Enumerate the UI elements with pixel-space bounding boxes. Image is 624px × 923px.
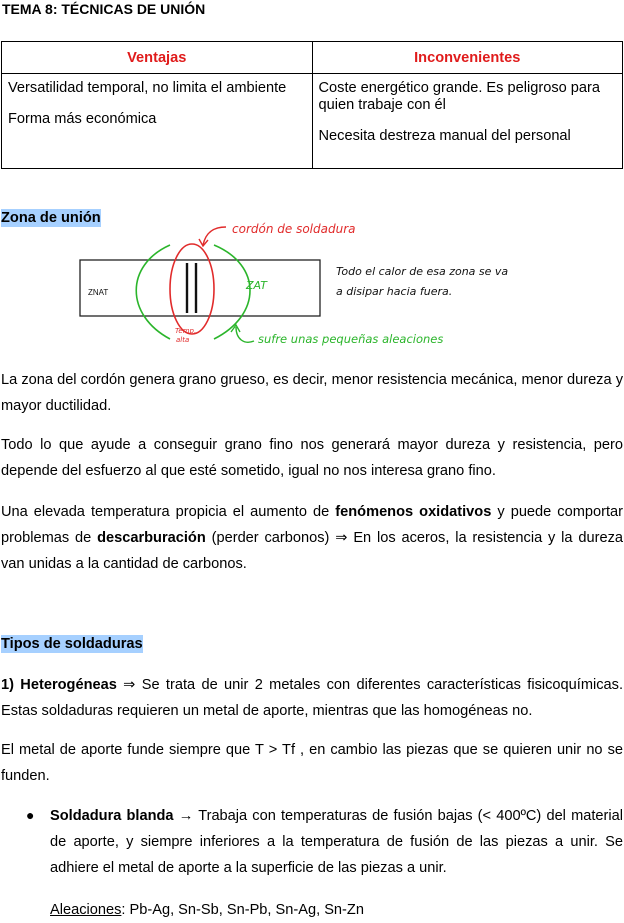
- weld-sketch: [0, 215, 624, 355]
- aleaciones-line: [50, 897, 623, 923]
- soldadura-blanda-label: Soldadura blanda: [50, 808, 174, 824]
- ventaja-item: Forma más económica: [8, 111, 157, 127]
- paragraph-grano-grueso: La zona del cordón genera grano grueso, es decir, menor resistencia mecánica, menor dureza y mayor ductilidad.: [1, 372, 623, 414]
- heterogeneas-label: 1) Heterogéneas: [1, 677, 117, 693]
- paragraph-temperatura: [1, 499, 623, 577]
- aleaciones-values: : Pb-Ag, Sn-Sb, Sn-Pb, Sn-Ag, Sn-Zn: [121, 902, 364, 918]
- inconveniente-item: Coste energético grande. Es peligroso para quien trabaje con él: [318, 80, 601, 113]
- p3-text-a: Una elevada temperatura propicia el aumento de: [1, 504, 336, 520]
- zona-heading-text: Zona de unión: [1, 210, 101, 226]
- tipos-heading: [1, 636, 143, 652]
- p3-bold-descarburacion: descarburación: [97, 530, 206, 546]
- zat-label: ZAT: [246, 279, 267, 292]
- bullet-icon: ●: [26, 807, 35, 823]
- ventaja-item: Versatilidad temporal, no limita el ambiente: [8, 80, 287, 96]
- temp-label-2: alta: [176, 336, 190, 344]
- zat-arc-right: [214, 245, 250, 339]
- calor-note-line1: Todo el calor de esa zona se va: [336, 265, 509, 278]
- calor-note-line2: a disipar hacia fuera.: [336, 285, 453, 298]
- aleaciones-label: Aleaciones: [50, 902, 122, 918]
- aleaciones-note: sufre unas pequeñas aleaciones: [258, 332, 444, 346]
- tipos-heading-text: Tipos de soldaduras: [1, 636, 143, 652]
- cordon-label: cordón de soldadura: [232, 222, 356, 236]
- inconvenientes-cell: [312, 74, 623, 169]
- heterogeneas-text: ⇒ Se trata de unir 2 metales con diferentes características fisicoquímicas. Estas soldaduras requieren un metal de aporte, mientras que las homogéneas no.: [1, 677, 623, 719]
- page-title: TEMA 8: TÉCNICAS DE UNIÓN: [2, 1, 206, 17]
- paragraph-grano-fino: Todo lo que ayude a conseguir grano fino nos generará mayor dureza y resistencia, pero depende del esfuerzo al que esté sometido, igual no nos interesa grano fino.: [1, 437, 623, 479]
- soldadura-blanda-item: [50, 803, 623, 881]
- inconvenientes-header: Inconvenientes: [312, 42, 623, 74]
- p3-bold-oxidativos: fenómenos oxidativos: [335, 504, 492, 520]
- cordon-ellipse: [170, 244, 214, 334]
- znat-label: ZNAT: [88, 288, 109, 297]
- zat-arc-left: [136, 245, 170, 339]
- paragraph-heterogeneas: [1, 672, 623, 724]
- ventajas-cell: [2, 74, 313, 169]
- plate-shape: [80, 260, 320, 316]
- paragraph-metal-aporte: El metal de aporte funde siempre que T > Tf , en cambio las piezas que se quieren unir no se funden.: [1, 742, 623, 784]
- ventajas-header: Ventajas: [2, 42, 313, 74]
- temp-label-1: Temp.: [175, 327, 197, 335]
- inconveniente-item: Necesita destreza manual del personal: [318, 128, 571, 144]
- p3-text-e: (perder carbonos) ⇒ En los aceros, la resistencia y la dureza van unidas a la cantidad de carbonos.: [1, 530, 624, 572]
- soldadura-blanda-text: → Trabaja con temperaturas de fusión bajas (< 400ºC) del material de aporte, y siempre inferiores a la temperatura de fusión de las piezas a unir. Se adhiere el metal de aporte a la superficie de las piezas a unir.: [50, 808, 623, 876]
- ventajas-table: [1, 41, 623, 169]
- p3-text-c: y puede comportar problemas de: [1, 504, 624, 546]
